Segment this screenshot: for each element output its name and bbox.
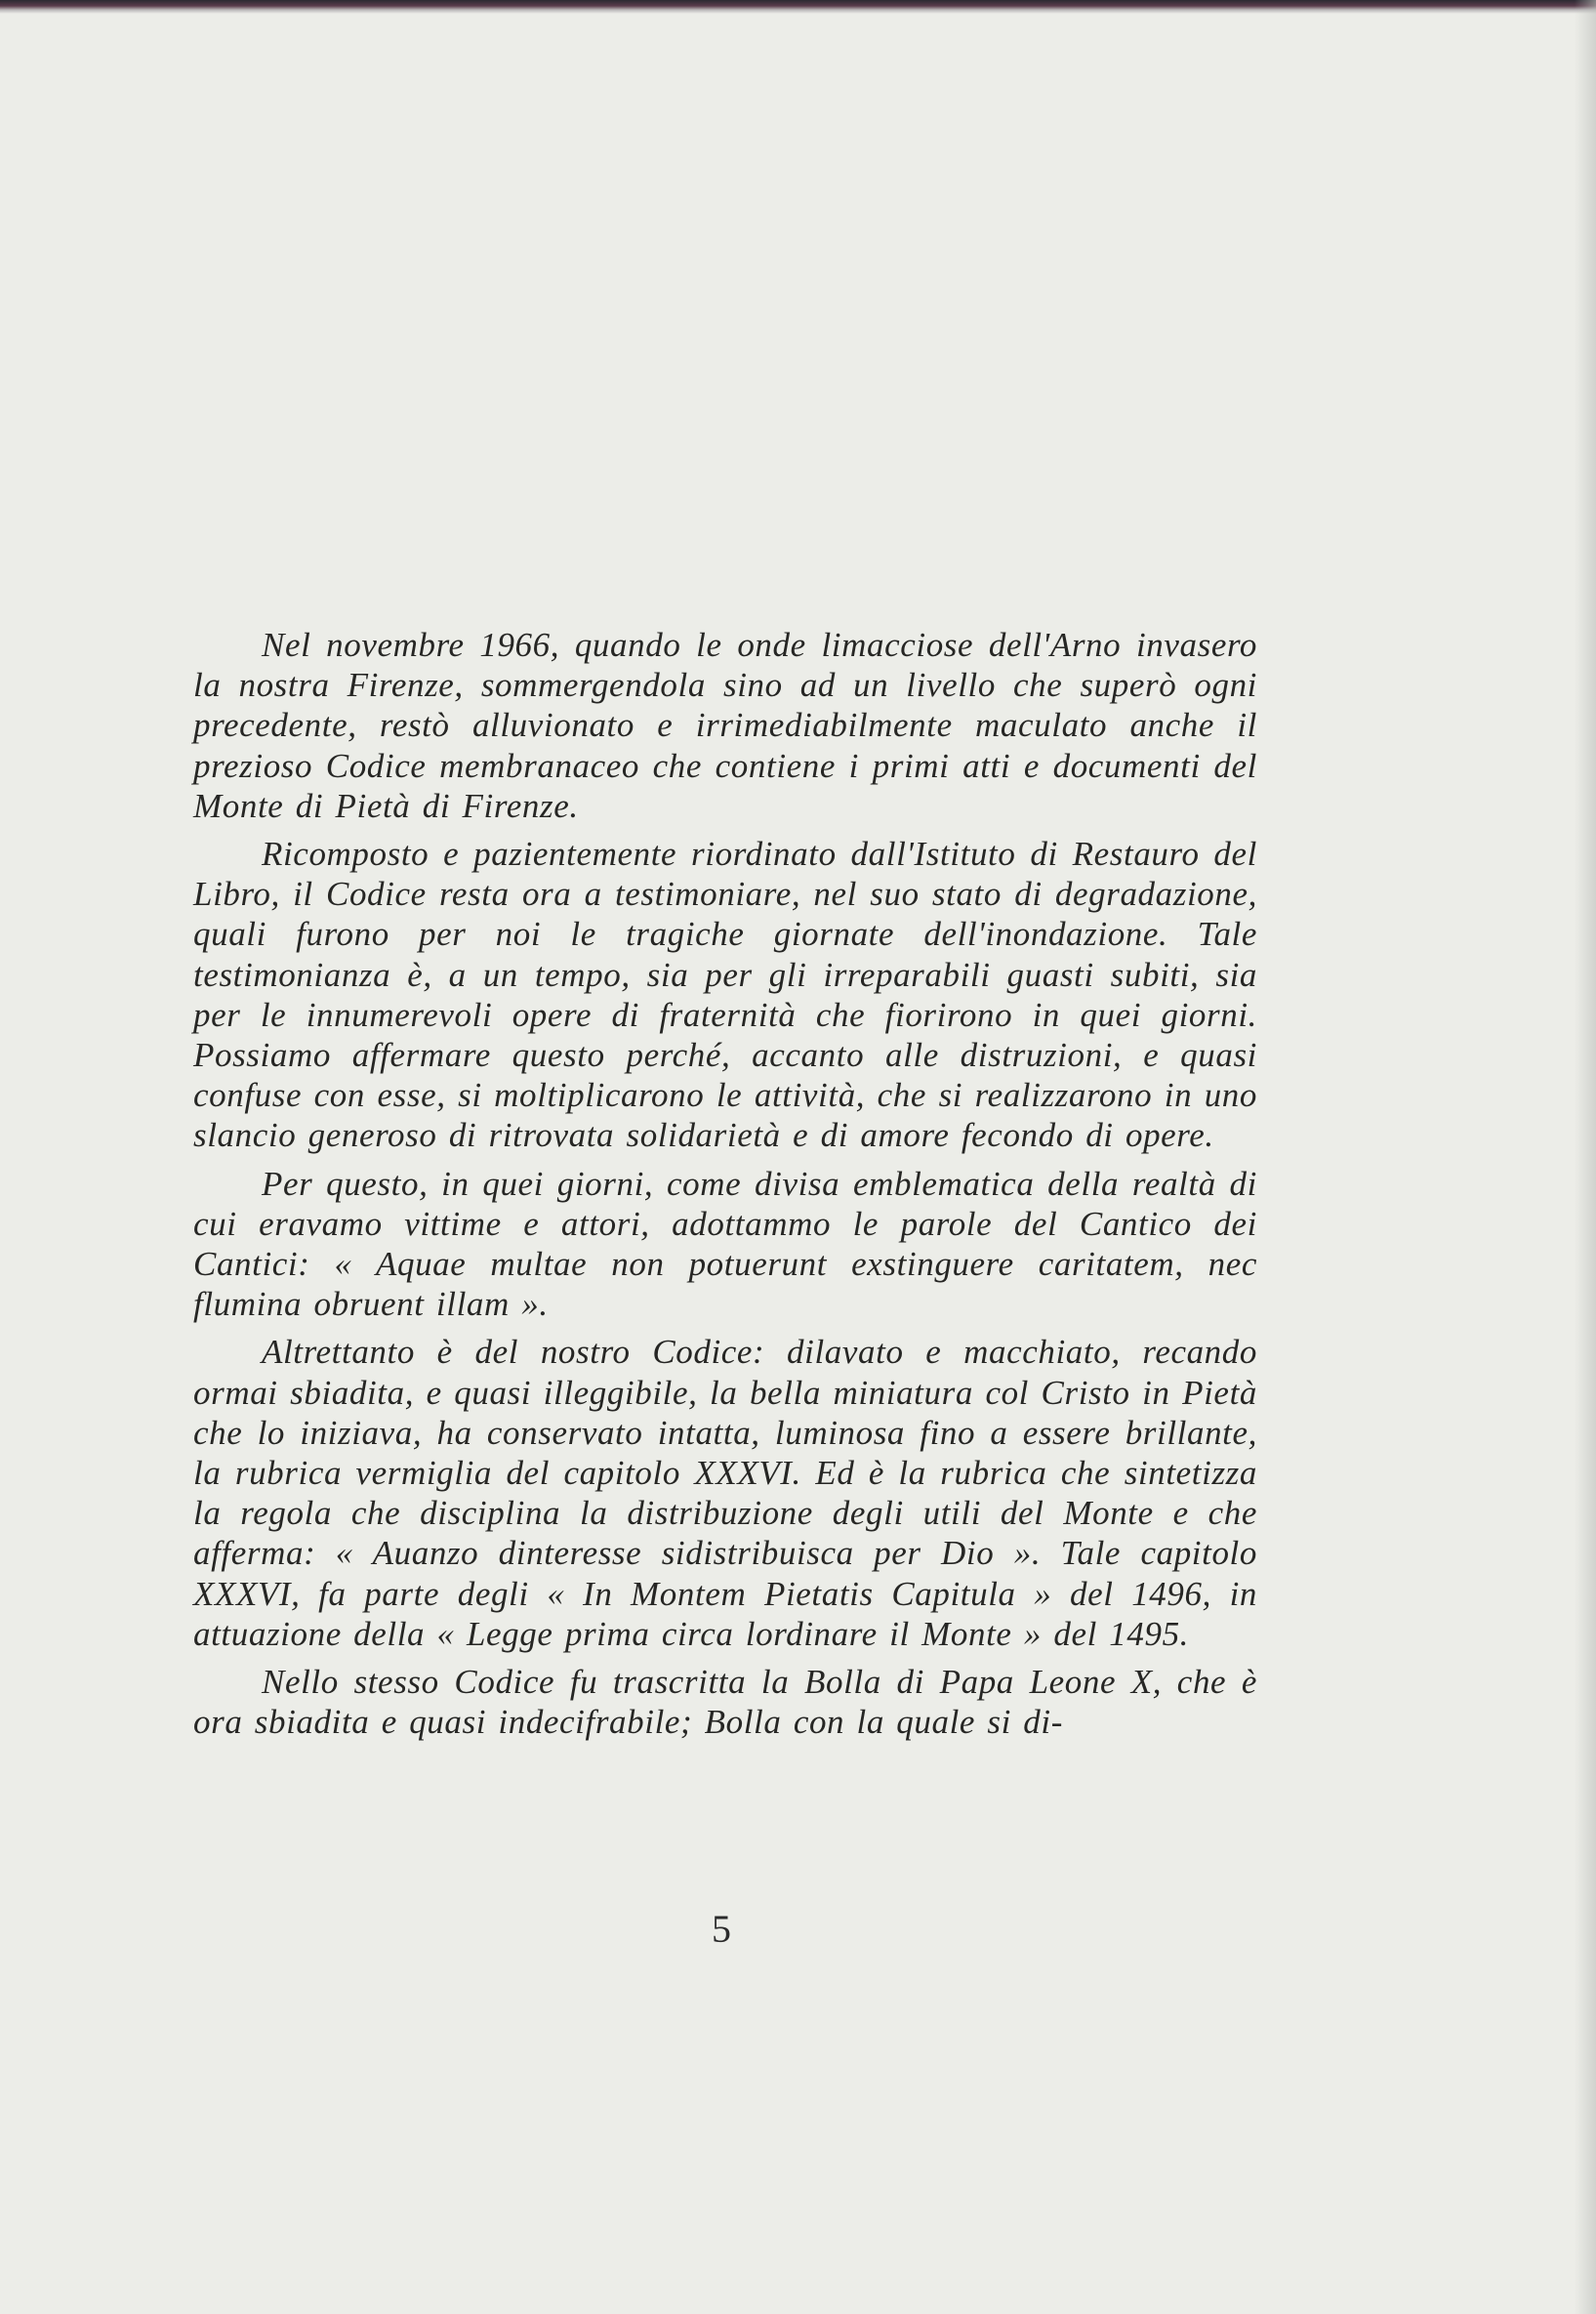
page-top-edge — [0, 0, 1596, 14]
body-text — [193, 625, 1257, 1750]
paragraph-5: Nello stesso Codice fu trascritta la Bolla di Papa Leone X, che è ora sbiadita e quasi indecifrabile; Bolla con la quale si di- — [193, 1663, 1257, 1742]
paragraph-4: Altrettanto è del nostro Codice: dilavato e macchiato, recando ormai sbiadita, e quasi illeggibile, la bella miniatura col Cristo in Pietà che lo iniziava, ha conservato intatta, luminosa fino a essere brillante, la rubrica vermiglia del capitolo XXXVI. Ed è la rubrica che sintetizza la regola che disciplina la distribuzione degli utili del Monte e che afferma: « Auanzo dinteresse sidistribuisca per Dio ». Tale capitolo XXXVI, fa parte degli « In Montem Pietatis Capitula » del 1496, in attuazione della « Legge prima circa lordinare il Monte » del 1495. — [193, 1333, 1257, 1653]
page-number: 5 — [712, 1907, 731, 1951]
paragraph-2: Ricomposto e pazientemente riordinato dall'Istituto di Restauro del Libro, il Codice resta ora a testimoniare, nel suo stato di degradazione, quali furono per noi le tragiche giornate dell'inondazione. Tale testimonianza è, a un tempo, sia per gli irreparabili guasti subiti, sia per le innumerevoli opere di fraternità che fiorirono in quei giorni. Possiamo affermare questo perché, accanto alle distruzioni, e quasi confuse con esse, si moltiplicarono le attività, che si realizzarono in uno slancio generoso di ritrovata solidarietà e di amore fecondo di opere. — [193, 835, 1257, 1155]
paragraph-3: Per questo, in quei giorni, come divisa emblematica della realtà di cui eravamo vittime e attori, adottammo le parole del Cantico dei Cantici: « Aquae multae non potuerunt exstinguere caritatem, nec flumina obruent illam ». — [193, 1164, 1257, 1324]
page-right-shadow — [1575, 0, 1596, 2314]
paragraph-1: Nel novembre 1966, quando le onde limacciose dell'Arno invasero la nostra Firenze, sommergendola sino ad un livello che superò ogni precedente, restò alluvionato e irrimediabilmente maculato anche il prezioso Codice membranaceo che contiene i primi atti e documenti del Monte di Pietà di Firenze. — [193, 626, 1257, 825]
